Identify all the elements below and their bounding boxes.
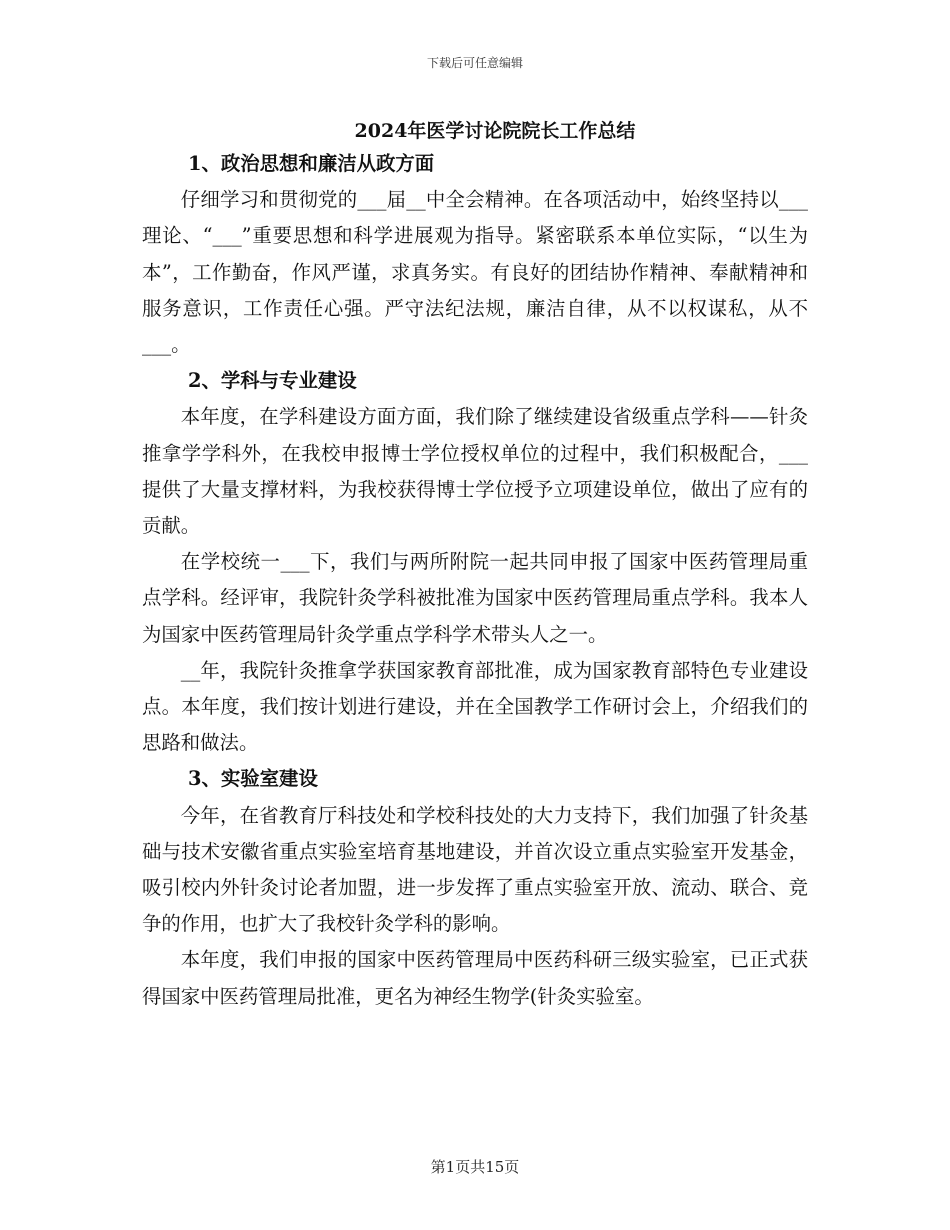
page-number: 第1页共15页: [430, 1158, 520, 1176]
section-heading-discipline: 2、学科与专业建设: [188, 369, 357, 393]
paragraph-discipline-3: __年，我院针灸推拿学获国家教育部批准，成为国家教育部特色专业建设点。本年度，我们按计划进行建设，并在全国教学工作研讨会上，介绍我们的思路和做法。: [142, 658, 808, 755]
paragraph-laboratory-1: 今年，在省教育厅科技处和学校科技处的大力支持下，我们加强了针灸基础与技术安徽省重点实验室培育基地建设，并首次设立重点实验室开发基金，吸引校内外针灸讨论者加盟，进一步发挥了重点实验室开放、流动、联合、竞争的作用，也扩大了我校针灸学科的影响。: [142, 803, 808, 936]
section-heading-laboratory: 3、实验室建设: [188, 767, 318, 791]
paragraph-politics: 仔细学习和贯彻党的___届__中全会精神。在各项活动中，始终坚持以___理论、“___”重要思想和科学进展观为指导。紧密联系本单位实际，“以生为本”，工作勤奋，作风严谨，求真务实。有良好的团结协作精神、奉献精神和服务意识，工作责任心强。严守法纪法规，廉洁自律，从不以权谋私，从不___。: [142, 188, 808, 357]
paragraph-laboratory-2: 本年度，我们申报的国家中医药管理局中医药科研三级实验室，已正式获得国家中医药管理局批准，更名为神经生物学(针灸实验室。: [142, 948, 808, 1008]
download-edit-note: 下载后可任意编辑: [426, 56, 523, 70]
paragraph-discipline-1: 本年度，在学科建设方面方面，我们除了继续建设省级重点学科——针灸推拿学学科外，在我校申报博士学位授权单位的过程中，我们积极配合，___提供了大量支撑材料，为我校获得博士学位授予立项建设单位，做出了应有的贡献。: [142, 405, 808, 538]
document-title: 2024年医学讨论院院长工作总结: [354, 120, 636, 142]
paragraph-discipline-2: 在学校统一___下，我们与两所附院一起共同申报了国家中医药管理局重点学科。经评审，我院针灸学科被批准为国家中医药管理局重点学科。我本人为国家中医药管理局针灸学重点学科学术带头人之一。: [142, 550, 808, 646]
document-body: [142, 146, 808, 1015]
section-heading-politics: 1、政治思想和廉洁从政方面: [188, 152, 435, 175]
